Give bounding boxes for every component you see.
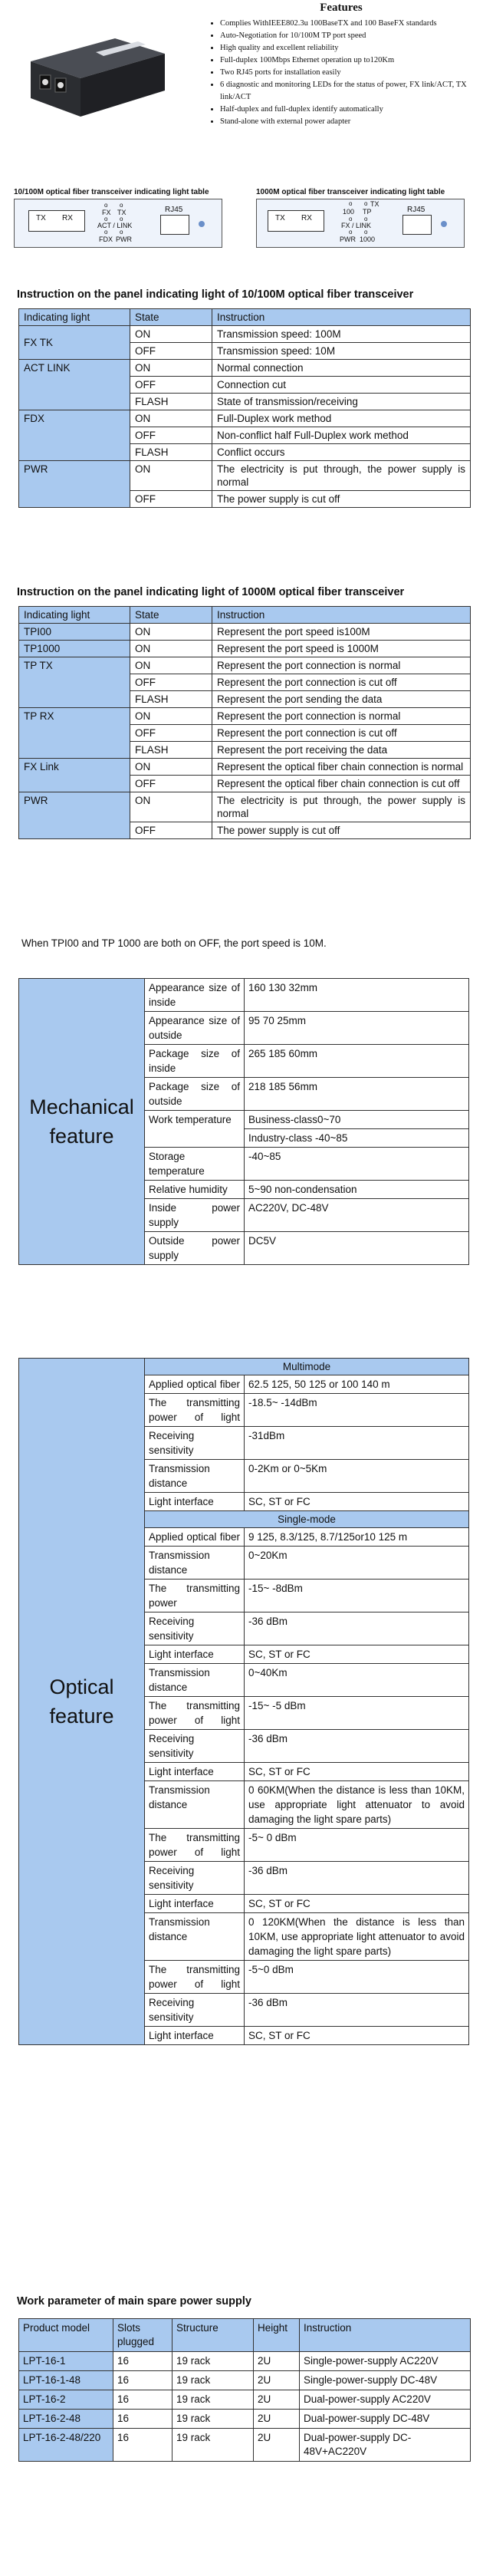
rj45-label: RJ45 xyxy=(165,206,183,214)
led-label-pwr: PWR xyxy=(116,236,132,243)
spec-name-cell: Storage temperature xyxy=(145,1148,245,1181)
led-label-1000: 1000 xyxy=(360,236,376,243)
header-cell: State xyxy=(130,607,212,624)
led-label-fx: FX xyxy=(102,209,111,216)
spec-name-cell: Outside power supply xyxy=(145,1232,245,1265)
instruction-cell: Single-power-supply DC-48V xyxy=(300,2371,471,2390)
height-cell: 2U xyxy=(254,2371,300,2390)
structure-cell: 19 rack xyxy=(172,2390,254,2410)
spec-value-cell: 62.5 125, 50 125 or 100 140 m xyxy=(245,1375,469,1394)
light-name-cell: TP RX xyxy=(19,708,130,759)
header-cell: Height xyxy=(254,2319,300,2352)
state-cell: OFF xyxy=(130,776,212,792)
spec-value-cell: -40~85 xyxy=(245,1148,469,1181)
feature-item: • Half-duplex and full-duplex identify automatically xyxy=(220,104,479,116)
spec-value-cell: 0 60KM(When the distance is less than 10KM, use appropriate light attenuator to avoid damaging the light spare parts) xyxy=(245,1781,469,1829)
spec-name-cell: The transmitting power xyxy=(145,1580,245,1612)
feature-item: • Auto-Negotiation for 10/100M TP port speed xyxy=(220,30,479,42)
state-cell: ON xyxy=(130,708,212,725)
spec-name-cell: The transmitting power of light xyxy=(145,1394,245,1427)
feature-item: • High quality and excellent reliability xyxy=(220,42,479,54)
spec-name-cell: Light interface xyxy=(145,1763,245,1781)
spec-value-cell: DC5V xyxy=(245,1232,469,1265)
instruction-cell: State of transmission/receiving xyxy=(212,394,471,410)
feature-item: • Stand-alone with external power adapter xyxy=(220,116,479,128)
led-label-tx: TX xyxy=(370,200,380,208)
table1-10-100m-indicators xyxy=(18,308,471,508)
tx-label: TX xyxy=(36,214,46,222)
table-row xyxy=(19,759,471,776)
table-row xyxy=(19,708,471,725)
led-icon: o xyxy=(104,229,108,236)
table-row xyxy=(19,624,471,641)
state-cell: ON xyxy=(130,624,212,641)
height-cell: 2U xyxy=(254,2390,300,2410)
structure-cell: 19 rack xyxy=(172,2352,254,2371)
spec-value-cell: 5~90 non-condensation xyxy=(245,1181,469,1199)
header-cell: Instruction xyxy=(300,2319,471,2352)
light-name-cell: TPI00 xyxy=(19,624,130,641)
header-cell: Instruction xyxy=(212,607,471,624)
diagram-10-100m xyxy=(14,188,222,248)
structure-cell: 19 rack xyxy=(172,2429,254,2462)
spec-value-cell: SC, ST or FC xyxy=(245,1895,469,1913)
instruction-cell: Dual-power-supply AC220V xyxy=(300,2390,471,2410)
spec-value-cell: -36 dBm xyxy=(245,1994,469,2027)
structure-cell: 19 rack xyxy=(172,2371,254,2390)
features-list xyxy=(203,2,479,128)
spec-value-cell: -5~0 dBm xyxy=(245,1961,469,1994)
state-cell: OFF xyxy=(130,377,212,394)
state-cell: ON xyxy=(130,326,212,343)
state-cell: ON xyxy=(130,461,212,491)
light-name-cell: FX TK xyxy=(19,326,130,360)
led-icon: o xyxy=(364,229,368,236)
spec-value-cell: 9 125, 8.3/125, 8.7/125or10 125 m xyxy=(245,1528,469,1547)
table-row xyxy=(19,1359,469,1375)
spec-name-cell: Applied optical fiber xyxy=(145,1375,245,1394)
led-label-tp: TP xyxy=(363,208,372,216)
spec-value-cell: -31dBm xyxy=(245,1427,469,1460)
instruction-cell: Full-Duplex work method xyxy=(212,410,471,427)
table-row xyxy=(19,360,471,377)
state-cell: OFF xyxy=(130,725,212,742)
hero-section xyxy=(0,0,483,161)
rx-label: RX xyxy=(301,214,312,222)
optical-feature-table xyxy=(18,1358,469,2045)
instruction-cell: Represent the port speed is100M xyxy=(212,624,471,641)
slots-cell: 16 xyxy=(113,2371,172,2390)
led-icon: o xyxy=(120,229,123,236)
led-label-fdx: FDX xyxy=(99,236,113,243)
spec-value-cell: -15~ -8dBm xyxy=(245,1580,469,1612)
spec-name-cell: Light interface xyxy=(145,2027,245,2045)
state-cell: OFF xyxy=(130,822,212,839)
slots-cell: 16 xyxy=(113,2390,172,2410)
instruction-cell: Normal connection xyxy=(212,360,471,377)
led-icon: o xyxy=(104,216,108,222)
spec-value-cell: -36 dBm xyxy=(245,1612,469,1645)
spec-value-cell: 0~40Km xyxy=(245,1664,469,1697)
instruction-cell: Single-power-supply AC220V xyxy=(300,2352,471,2371)
features-title: Features xyxy=(320,2,363,14)
model-cell: LPT-16-1-48 xyxy=(19,2371,113,2390)
rx-label: RX xyxy=(62,214,73,222)
spec-name-cell: Light interface xyxy=(145,1895,245,1913)
table-header-row xyxy=(19,2319,471,2352)
state-cell: FLASH xyxy=(130,691,212,708)
spec-name-cell: Receiving sensitivity xyxy=(145,1612,245,1645)
instruction-cell: Non-conflict half Full-Duplex work method xyxy=(212,427,471,444)
height-cell: 2U xyxy=(254,2352,300,2371)
spec-name-cell: Transmission distance xyxy=(145,1664,245,1697)
spec-name-cell: The transmitting power of light xyxy=(145,1697,245,1730)
spec-name-cell: Applied optical fiber xyxy=(145,1528,245,1547)
spec-value-cell: 0 120KM(When the distance is less than 10KM, use appropriate light attenuator to avoid damaging the light spare parts) xyxy=(245,1913,469,1961)
spec-name-cell: Appearance size of inside xyxy=(145,979,245,1012)
speed-note: When TPI00 and TP 1000 are both on OFF, the port speed is 10M. xyxy=(21,937,327,949)
table-row xyxy=(19,2352,471,2371)
diagram-caption: 10/100M optical fiber transceiver indicating light table xyxy=(14,188,209,196)
height-cell: 2U xyxy=(254,2410,300,2429)
led-icon: o xyxy=(120,216,123,222)
spec-value-cell: Industry-class -40~85 xyxy=(245,1129,469,1148)
led-icon: o xyxy=(364,200,368,207)
light-name-cell: TP1000 xyxy=(19,641,130,657)
spec-value-cell: -18.5~ -14dBm xyxy=(245,1394,469,1427)
instruction-cell: Connection cut xyxy=(212,377,471,394)
led-icon: o xyxy=(120,202,123,209)
instruction-cell: Conflict occurs xyxy=(212,444,471,461)
state-cell: FLASH xyxy=(130,742,212,759)
tx-label: TX xyxy=(275,214,285,222)
led-icon: o xyxy=(349,200,353,207)
spec-name-cell: Transmission distance xyxy=(145,1781,245,1829)
rj45-port-icon xyxy=(160,215,189,235)
light-name-cell: ACT LINK xyxy=(19,360,130,410)
spec-value-cell: -36 dBm xyxy=(245,1862,469,1895)
instruction-cell: The electricity is put through, the power supply is normal xyxy=(212,792,471,822)
spec-name-cell: Receiving sensitivity xyxy=(145,1730,245,1763)
spec-name-cell: The transmitting power of light xyxy=(145,1961,245,1994)
instruction-cell: Represent the port sending the data xyxy=(212,691,471,708)
diagram-1000m xyxy=(256,188,465,248)
slots-cell: 16 xyxy=(113,2429,172,2462)
spec-name-cell: Receiving sensitivity xyxy=(145,1994,245,2027)
rj45-port-icon xyxy=(402,215,432,235)
spec-name-cell: Receiving sensitivity xyxy=(145,1427,245,1460)
spec-name-cell: The transmitting power of light xyxy=(145,1829,245,1862)
instruction-cell: Represent the port connection is normal xyxy=(212,708,471,725)
table-row xyxy=(19,2371,471,2390)
instruction-cell: Represent the port receiving the data xyxy=(212,742,471,759)
spec-value-cell: 95 70 25mm xyxy=(245,1012,469,1045)
header-cell: Product model xyxy=(19,2319,113,2352)
table-row xyxy=(19,2410,471,2429)
panel-drawing xyxy=(256,199,465,248)
instruction-cell: Represent the optical fiber chain connection is normal xyxy=(212,759,471,776)
spec-value-cell: SC, ST or FC xyxy=(245,1493,469,1511)
header-cell: Indicating light xyxy=(19,309,130,326)
header-cell: Structure xyxy=(172,2319,254,2352)
spec-value-cell: 0~20Km xyxy=(245,1547,469,1580)
spec-name-cell: Inside power supply xyxy=(145,1199,245,1232)
light-name-cell: PWR xyxy=(19,792,130,839)
led-label-100: 100 xyxy=(343,208,355,216)
table-row xyxy=(19,461,471,491)
led-icon: o xyxy=(104,202,108,209)
power-supply-table xyxy=(18,2318,471,2462)
slots-cell: 16 xyxy=(113,2352,172,2371)
header-cell: Slots plugged xyxy=(113,2319,172,2352)
table-header-row xyxy=(19,607,471,624)
spec-value-cell: -15~ -5 dBm xyxy=(245,1697,469,1730)
psu-heading: Work parameter of main spare power supply xyxy=(17,2295,251,2308)
led-label-pwr: PWR xyxy=(340,236,356,243)
feature-item: • Two RJ45 ports for installation easily xyxy=(220,67,479,79)
table-row xyxy=(19,979,469,1012)
spec-name-cell: Relative humidity xyxy=(145,1181,245,1199)
table-row xyxy=(19,2429,471,2462)
state-cell: FLASH xyxy=(130,394,212,410)
state-cell: OFF xyxy=(130,674,212,691)
led-label-tx: TX xyxy=(117,209,127,216)
state-cell: ON xyxy=(130,360,212,377)
spec-value-cell: 265 185 60mm xyxy=(245,1045,469,1078)
state-cell: ON xyxy=(130,410,212,427)
table-row xyxy=(19,792,471,822)
state-cell: ON xyxy=(130,657,212,674)
led-label-act-link: ACT / LINK xyxy=(97,222,133,229)
instruction-cell: Transmission speed: 100M xyxy=(212,326,471,343)
optical-feature-label: Optical feature xyxy=(19,1359,145,2045)
spec-name-cell: Transmission distance xyxy=(145,1460,245,1493)
instruction-cell: Transmission speed: 10M xyxy=(212,343,471,360)
mechanical-feature-table xyxy=(18,978,469,1265)
spec-name-cell: Transmission distance xyxy=(145,1913,245,1961)
table-row xyxy=(19,410,471,427)
spec-value-cell: SC, ST or FC xyxy=(245,2027,469,2045)
led-icon: o xyxy=(364,216,368,222)
table2-1000m-indicators xyxy=(18,606,471,839)
spec-value-cell: SC, ST or FC xyxy=(245,1763,469,1781)
table-row xyxy=(19,641,471,657)
rj45-label: RJ45 xyxy=(407,206,426,214)
multimode-subheader: Multimode xyxy=(145,1359,469,1375)
spec-value-cell: SC, ST or FC xyxy=(245,1645,469,1664)
instruction-cell: The electricity is put through, the power supply is normal xyxy=(212,461,471,491)
state-cell: ON xyxy=(130,792,212,822)
table1-heading: Instruction on the panel indicating light of 10/100M optical fiber transceiver xyxy=(17,288,414,301)
instruction-cell: Represent the port connection is cut off xyxy=(212,725,471,742)
led-label-fx-link: FX / LINK xyxy=(341,222,372,229)
state-cell: ON xyxy=(130,641,212,657)
spec-name-cell: Light interface xyxy=(145,1645,245,1664)
spec-value-cell: 218 185 56mm xyxy=(245,1078,469,1111)
spec-value-cell: -5~ 0 dBm xyxy=(245,1829,469,1862)
transceiver-device-image xyxy=(23,31,169,123)
led-icon: o xyxy=(349,216,353,222)
table-row xyxy=(19,326,471,343)
table-row xyxy=(19,2390,471,2410)
table2-heading: Instruction on the panel indicating light of 1000M optical fiber transceiver xyxy=(17,586,405,598)
model-cell: LPT-16-2-48 xyxy=(19,2410,113,2429)
spec-value-cell: -36 dBm xyxy=(245,1730,469,1763)
feature-item: • 6 diagnostic and monitoring LEDs for the status of power, FX link/ACT, TX link/ACT xyxy=(220,79,479,104)
height-cell: 2U xyxy=(254,2429,300,2462)
model-cell: LPT-16-2 xyxy=(19,2390,113,2410)
spec-name-cell: Appearance size of outside xyxy=(145,1012,245,1045)
spec-name-cell: Package size of outside xyxy=(145,1078,245,1111)
instruction-cell: Dual-power-supply DC-48V+AC220V xyxy=(300,2429,471,2462)
header-cell: Instruction xyxy=(212,309,471,326)
light-name-cell: TP TX xyxy=(19,657,130,708)
structure-cell: 19 rack xyxy=(172,2410,254,2429)
state-cell: OFF xyxy=(130,491,212,508)
instruction-cell: Represent the optical fiber chain connection is cut off xyxy=(212,776,471,792)
feature-item: • Full-duplex 100Mbps Ethernet operation up to120Km xyxy=(220,54,479,67)
instruction-cell: The power supply is cut off xyxy=(212,491,471,508)
led-icon xyxy=(441,221,447,227)
light-name-cell: FX Link xyxy=(19,759,130,792)
instruction-cell: Dual-power-supply DC-48V xyxy=(300,2410,471,2429)
table-row xyxy=(19,657,471,674)
spec-name-cell: Work temperature xyxy=(145,1111,245,1148)
state-cell: FLASH xyxy=(130,444,212,461)
state-cell: OFF xyxy=(130,343,212,360)
panel-drawing xyxy=(14,199,222,248)
slots-cell: 16 xyxy=(113,2410,172,2429)
state-cell: ON xyxy=(130,759,212,776)
spec-name-cell: Transmission distance xyxy=(145,1547,245,1580)
led-icon: o xyxy=(349,229,353,236)
header-cell: State xyxy=(130,309,212,326)
model-cell: LPT-16-1 xyxy=(19,2352,113,2371)
instruction-cell: Represent the port connection is cut off xyxy=(212,674,471,691)
table-header-row xyxy=(19,309,471,326)
diagram-caption: 1000M optical fiber transceiver indicating light table xyxy=(256,188,445,196)
light-name-cell: FDX xyxy=(19,410,130,461)
spec-name-cell: Package size of inside xyxy=(145,1045,245,1078)
spec-name-cell: Receiving sensitivity xyxy=(145,1862,245,1895)
spec-value-cell: Business-class0~70 xyxy=(245,1111,469,1129)
light-name-cell: PWR xyxy=(19,461,130,508)
singlemode-subheader: Single-mode xyxy=(145,1511,469,1528)
instruction-cell: The power supply is cut off xyxy=(212,822,471,839)
header-cell: Indicating light xyxy=(19,607,130,624)
state-cell: OFF xyxy=(130,427,212,444)
feature-item: • Complies WithIEEE802.3u 100BaseTX and 100 BaseFX standards xyxy=(220,18,479,30)
spec-name-cell: Light interface xyxy=(145,1493,245,1511)
mechanical-feature-label: Mechanical feature xyxy=(19,979,145,1265)
spec-value-cell: AC220V, DC-48V xyxy=(245,1199,469,1232)
model-cell: LPT-16-2-48/220 xyxy=(19,2429,113,2462)
spec-value-cell: 160 130 32mm xyxy=(245,979,469,1012)
instruction-cell: Represent the port connection is normal xyxy=(212,657,471,674)
instruction-cell: Represent the port speed is 1000M xyxy=(212,641,471,657)
spec-value-cell: 0-2Km or 0~5Km xyxy=(245,1460,469,1493)
led-icon xyxy=(199,221,205,227)
